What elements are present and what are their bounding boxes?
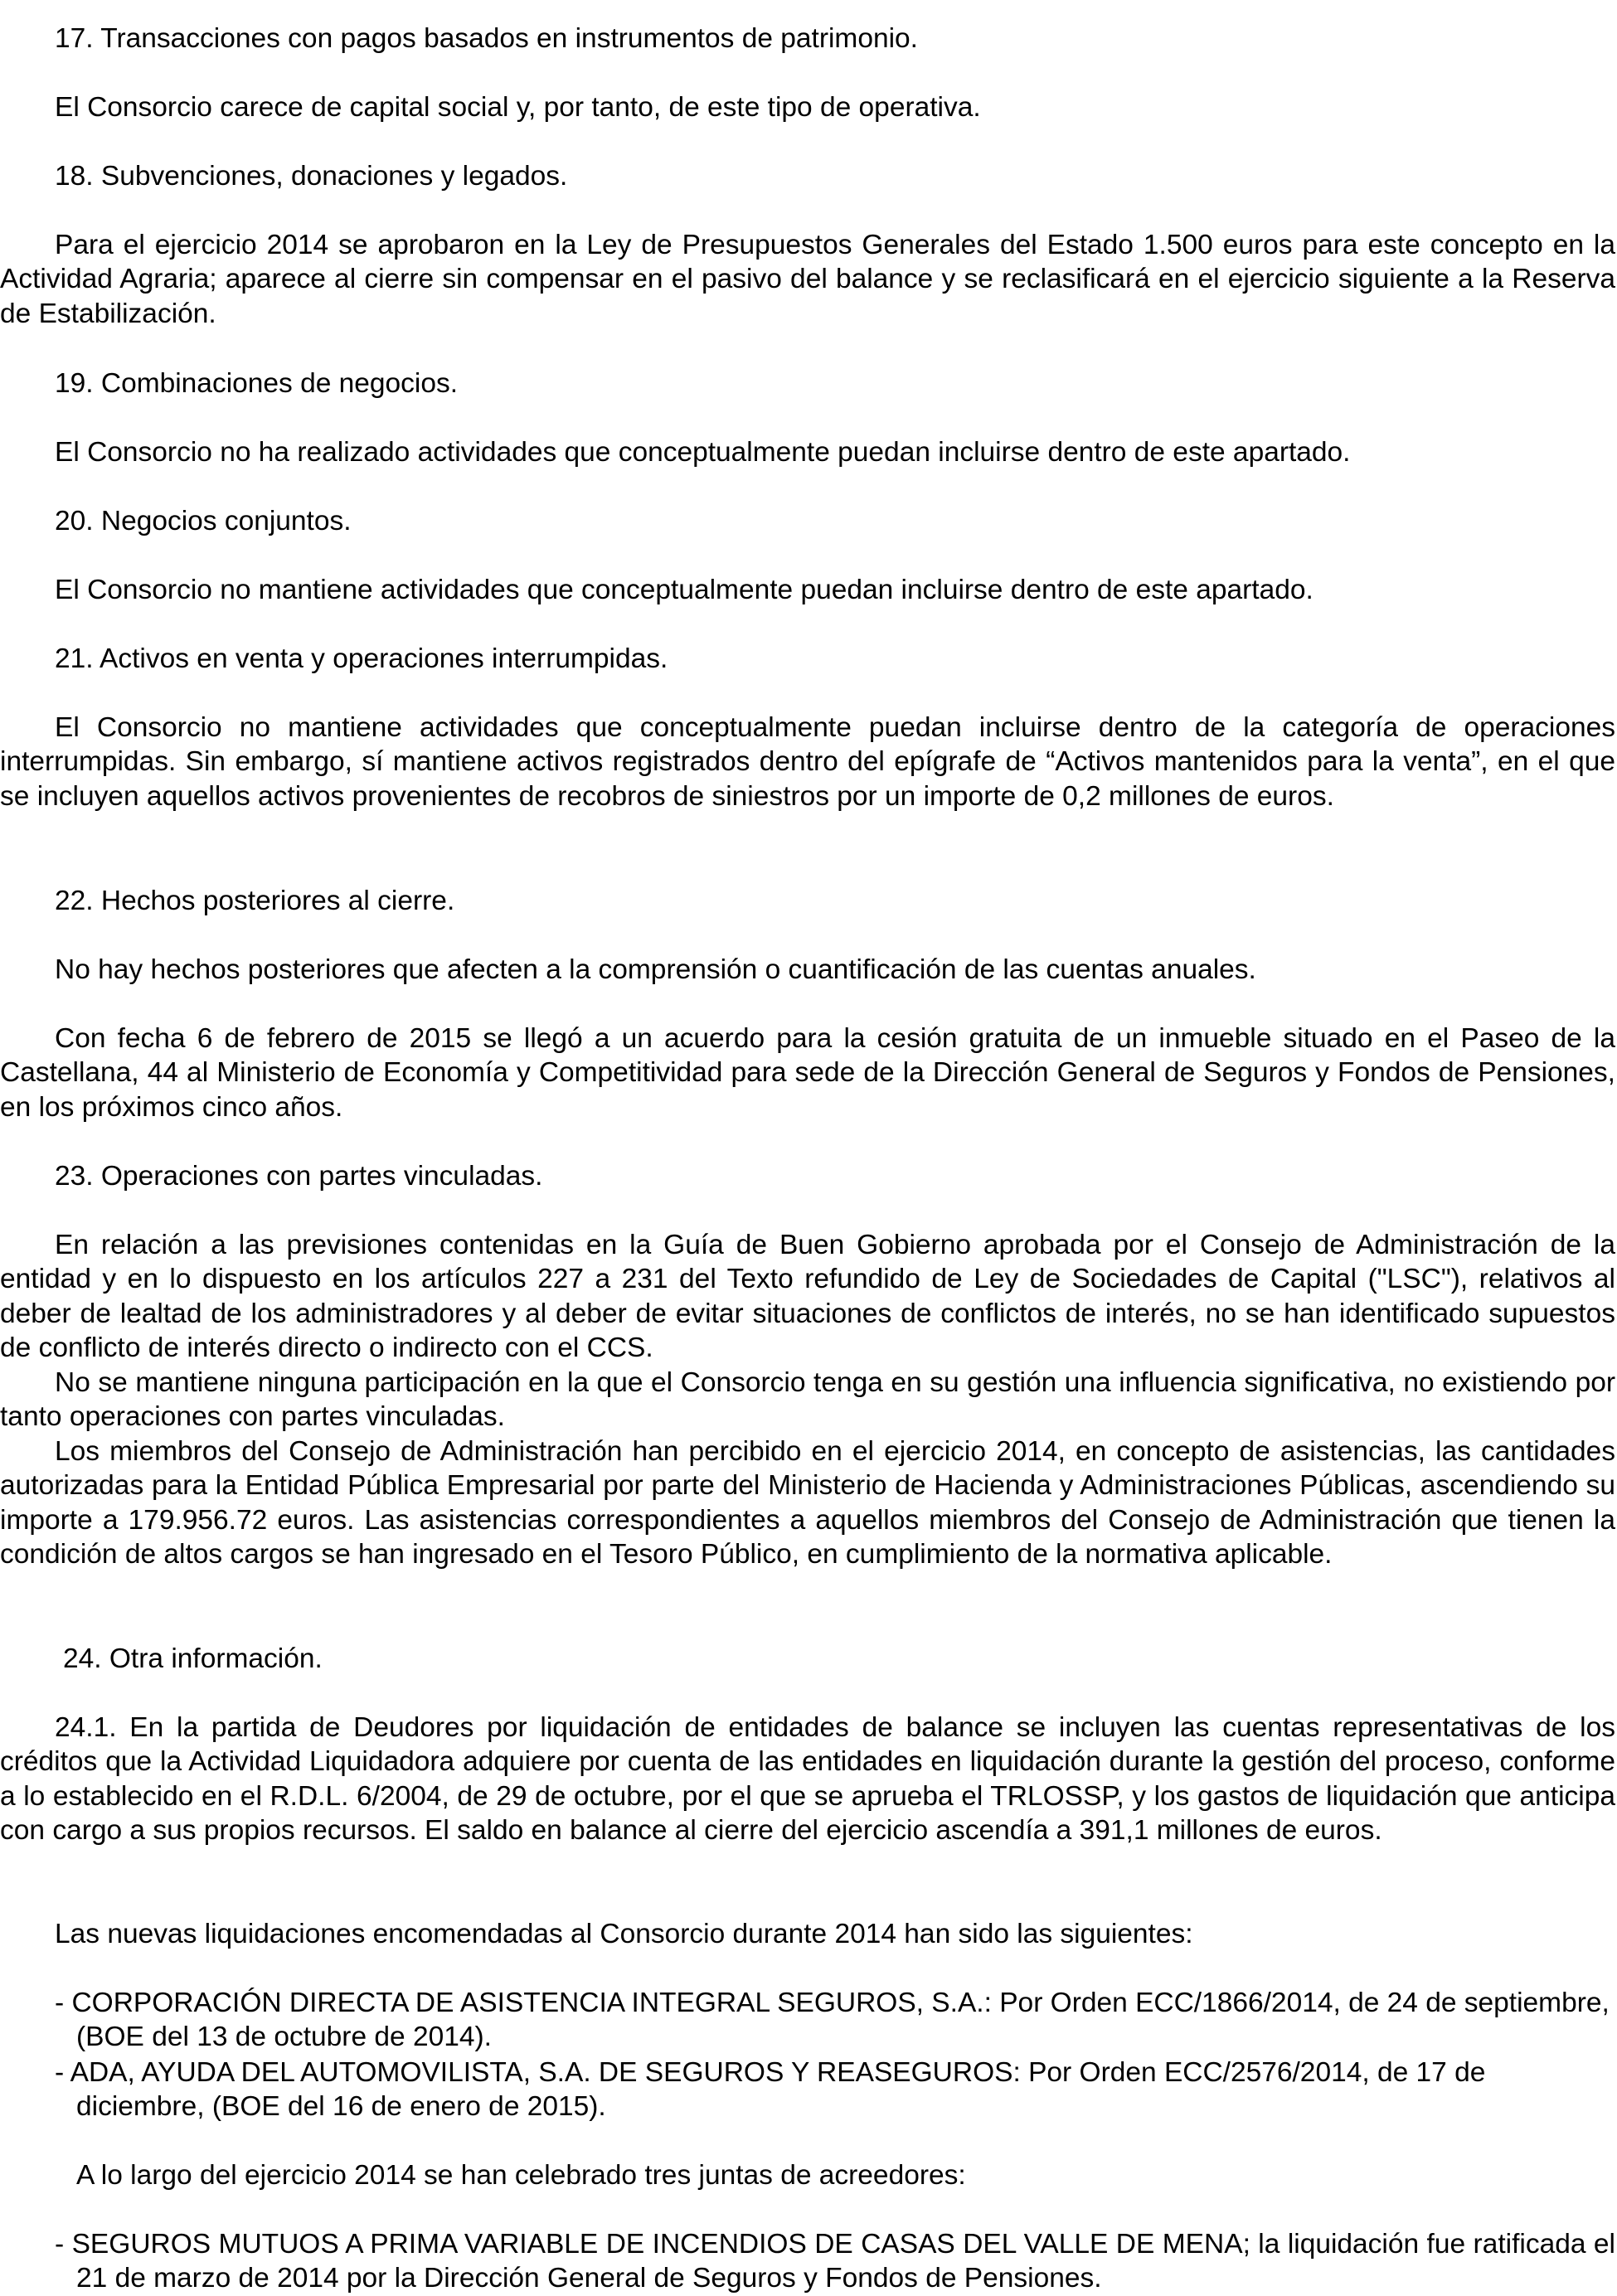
paragraph: No se mantiene ninguna participación en la que el Consorcio tenga en su gestión una influencia significativa, no existiendo por tanto operaciones con partes vinculadas. [0,1367,1615,1433]
paragraph: El Consorcio no mantiene actividades que conceptualmente puedan incluirse dentro de este apartado. [55,575,1314,605]
paragraph: El Consorcio no ha realizado actividades que conceptualmente puedan incluirse dentro de este apartado. [55,437,1351,468]
list-item: - SEGUROS MUTUOS A PRIMA VARIABLE DE INCENDIOS DE CASAS DEL VALLE DE MENA; la liquidación fue ratificada el 21 de marzo de 2014 por la Dirección General de Seguros y Fondos de Pensiones. [55,2229,1615,2294]
paragraph: El Consorcio carece de capital social y, por tanto, de este tipo de operativa. [55,92,981,123]
section-heading-19: 19. Combinaciones de negocios. [55,368,459,399]
paragraph: El Consorcio no mantiene actividades que conceptualmente puedan incluirse dentro de la categoría de operaciones interrumpidas. Sin embargo, sí mantiene activos registrados dentro del epígrafe de “Activos mantenidos para la venta”, en el que se incluyen aquellos activos provenientes de recobros de siniestros por un importe de 0,2 millones de euros. [0,712,1615,812]
section-heading-20: 20. Negocios conjuntos. [55,506,352,536]
section-heading-23: 23. Operaciones con partes vinculadas. [55,1161,543,1192]
section-heading-21: 21. Activos en venta y operaciones interrumpidas. [55,643,668,674]
paragraph: No hay hechos posteriores que afecten a la comprensión o cuantificación de las cuentas anuales. [55,954,1256,985]
paragraph: A lo largo del ejercicio 2014 se han celebrado tres juntas de acreedores: [76,2160,966,2191]
paragraph: Para el ejercicio 2014 se aprobaron en la Ley de Presupuestos Generales del Estado 1.500 euros para este concepto en la Actividad Agraria; aparece al cierre sin compensar en el pasivo del balance y se reclasificará en el ejercicio siguiente a la Reserva de Estabilización. [0,230,1615,329]
paragraph: Las nuevas liquidaciones encomendadas al Consorcio durante 2014 han sido las siguientes: [55,1919,1193,1949]
list-item: - ADA, AYUDA DEL AUTOMOVILISTA, S.A. DE SEGUROS Y REASEGUROS: Por Orden ECC/2576/2014, de 17 de diciembre, (BOE del 16 de enero de 2015). [55,2057,1486,2123]
section-heading-22: 22. Hechos posteriores al cierre. [55,886,455,916]
list-item: - CORPORACIÓN DIRECTA DE ASISTENCIA INTEGRAL SEGUROS, S.A.: Por Orden ECC/1866/2014, de 24 de septiembre, (BOE del 13 de octubre de 2014). [55,1988,1610,2053]
section-heading-18: 18. Subvenciones, donaciones y legados. [55,161,568,192]
paragraph: En relación a las previsiones contenidas en la Guía de Buen Gobierno aprobada por el Consejo de Administración de la entidad y en lo dispuesto en los artículos 227 a 231 del Texto refundido de Ley de Sociedades de Capital ("LSC"), relativos al deber de lealtad de los administradores y al deber de evitar situaciones de conflictos de interés, no se han identificado supuestos de conflicto de interés directo o indirecto con el CCS. [0,1230,1615,1364]
section-heading-17: 17. Transacciones con pagos basados en instrumentos de patrimonio. [55,23,918,54]
paragraph: Con fecha 6 de febrero de 2015 se llegó a un acuerdo para la cesión gratuita de un inmueble situado en el Paseo de la Castellana, 44 al Ministerio de Economía y Competitividad para sede de la Dirección General de Seguros y Fondos de Pensiones, en los próximos cinco años. [0,1023,1615,1123]
paragraph: 24.1. En la partida de Deudores por liquidación de entidades de balance se incluyen las cuentas representativas de los créditos que la Actividad Liquidadora adquiere por cuenta de las entidades en liquidación durante la gestión del proceso, conforme a lo establecido en el R.D.L. 6/2004, de 29 de octubre, por el que se aprueba el TRLOSSP, y los gastos de liquidación que anticipa con cargo a sus propios recursos. El saldo en balance al cierre del ejercicio ascendía a 391,1 millones de euros. [0,1712,1615,1847]
paragraph: Los miembros del Consejo de Administración han percibido en el ejercicio 2014, en concepto de asistencias, las cantidades autorizadas para la Entidad Pública Empresarial por parte del Ministerio de Hacienda y Administraciones Públicas, ascendiendo su importe a 179.956.72 euros. Las asistencias correspondientes a aquellos miembros del Consejo de Administración que tienen la condición de altos cargos se han ingresado en el Tesoro Público, en cumplimiento de la normativa aplicable. [0,1436,1615,1570]
section-heading-24: 24. Otra información. [63,1643,323,1674]
